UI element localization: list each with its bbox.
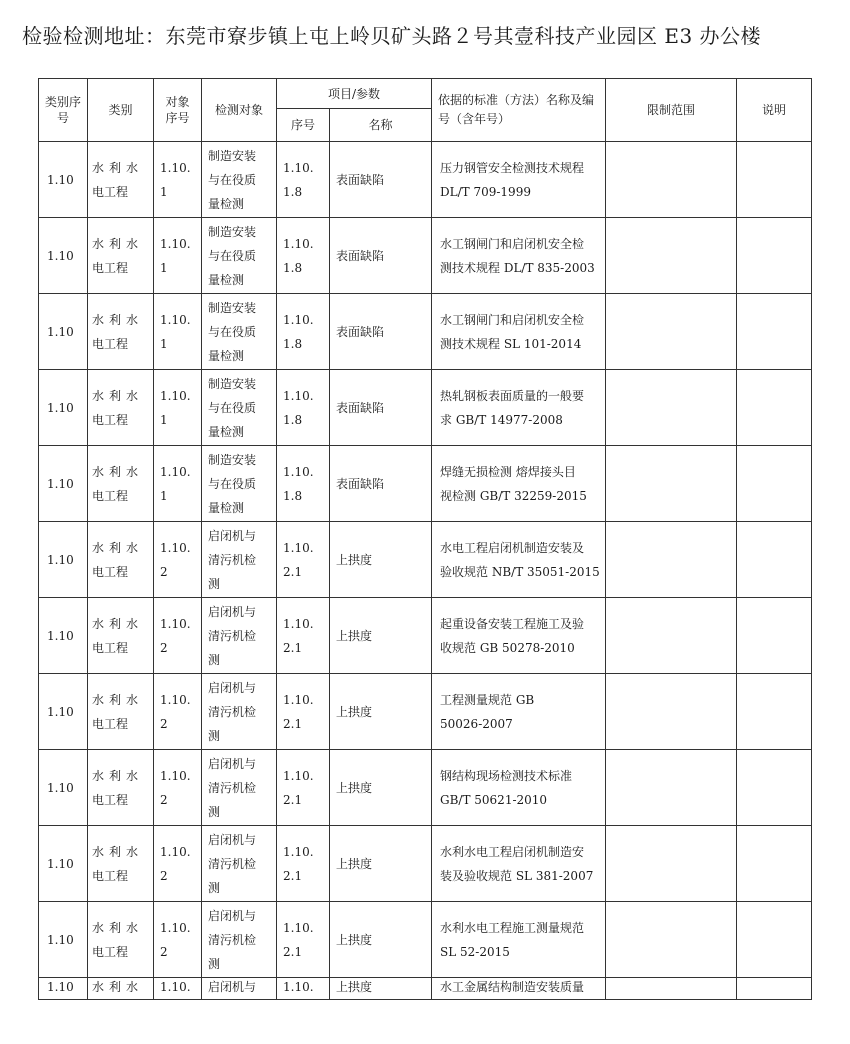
object-line-3: 量检测 (208, 348, 245, 363)
obj-no-line-2: 1 (160, 488, 168, 503)
cell-obj-no (154, 522, 202, 598)
cell-limit (606, 294, 737, 370)
cell-note (737, 218, 812, 294)
object-line-3: 量检测 (208, 424, 245, 439)
standard-line-1: 水利水电工程启闭机制造安 (440, 844, 585, 859)
cell-item-name (330, 750, 432, 826)
cell-cat-no (39, 294, 88, 370)
cat-no-text: 1.10 (47, 172, 74, 187)
header-note: 说明 (737, 79, 812, 142)
header-item-name: 名称 (330, 109, 432, 142)
item-name-text: 上拱度 (336, 856, 373, 871)
obj-no-line-1: 1.10. (160, 160, 191, 175)
type-line-2: 电工程 (92, 336, 129, 351)
cell-limit (606, 446, 737, 522)
cat-no-text: 1.10 (47, 780, 74, 795)
type-line-1: 水利水 (92, 160, 144, 175)
cell-item-name (330, 370, 432, 446)
cell-type (88, 750, 154, 826)
item-no-line-1: 1.10. (283, 768, 314, 783)
item-no-line-2: 1.8 (283, 260, 303, 275)
cell-object (202, 370, 277, 446)
item-name-text: 表面缺陷 (336, 248, 385, 263)
cell-type (88, 294, 154, 370)
cell-object (202, 978, 277, 1000)
obj-no-line-2: 2 (160, 564, 168, 579)
cell-obj-no (154, 370, 202, 446)
item-name-text: 上拱度 (336, 704, 373, 719)
cell-note (737, 370, 812, 446)
obj-no-line-2: 2 (160, 640, 168, 655)
cell-item-no (277, 522, 330, 598)
cat-no-text: 1.10 (47, 400, 74, 415)
cell-type (88, 446, 154, 522)
cell-item-name (330, 218, 432, 294)
standard-line-2: 收规范 GB 50278-2010 (440, 640, 575, 655)
obj-no-line-2: 2 (160, 716, 168, 731)
item-name-text: 上拱度 (336, 628, 373, 643)
type-line-2: 电工程 (92, 412, 129, 427)
type-line-2: 电工程 (92, 792, 129, 807)
type-line-2: 电工程 (92, 640, 129, 655)
item-no-line-1: 1.10. (283, 388, 314, 403)
cell-type (88, 142, 154, 218)
item-no-line-1: 1.10. (283, 692, 314, 707)
cell-cat-no (39, 674, 88, 750)
cell-item-name (330, 902, 432, 978)
cat-no-text: 1.10 (47, 552, 74, 567)
cell-note (737, 750, 812, 826)
page-title: 检验检测地址：东莞市寮步镇上屯上岭贝矿头路２号其壹科技产业园区 E3 办公楼 (22, 24, 762, 48)
cell-cat-no (39, 750, 88, 826)
cell-type (88, 826, 154, 902)
type-line-1: 水利水 (92, 312, 144, 327)
cell-object (202, 750, 277, 826)
cell-cat-no (39, 142, 88, 218)
item-no-line-1: 1.10. (283, 540, 314, 555)
cell-item-name (330, 978, 432, 1000)
cell-limit (606, 598, 737, 674)
cell-type (88, 598, 154, 674)
object-line-1: 启闭机与 (208, 980, 257, 994)
type-line-1: 水利水 (92, 236, 144, 251)
cell-standard (432, 142, 606, 218)
cell-standard (432, 902, 606, 978)
cell-item-name (330, 522, 432, 598)
item-no-line-1: 1.10. (283, 980, 314, 994)
cell-cat-no (39, 370, 88, 446)
cat-no-text: 1.10 (47, 856, 74, 871)
obj-no-line-2: 1 (160, 260, 168, 275)
object-line-3: 测 (208, 880, 221, 895)
cell-obj-no (154, 294, 202, 370)
cell-cat-no (39, 826, 88, 902)
cell-limit (606, 522, 737, 598)
cell-type (88, 370, 154, 446)
standard-line-2: 求 GB/T 14977-2008 (440, 412, 563, 427)
cell-type (88, 218, 154, 294)
cell-note (737, 826, 812, 902)
object-line-2: 清污机检 (208, 856, 257, 871)
cell-item-no (277, 446, 330, 522)
cell-object (202, 294, 277, 370)
type-line-1: 水利水 (92, 980, 144, 994)
cell-object (202, 218, 277, 294)
cell-item-no (277, 902, 330, 978)
object-line-1: 启闭机与 (208, 680, 257, 695)
item-name-text: 表面缺陷 (336, 400, 385, 415)
cell-item-no (277, 750, 330, 826)
standard-line-2: SL 52-2015 (440, 944, 510, 959)
item-no-line-1: 1.10. (283, 616, 314, 631)
cell-standard (432, 826, 606, 902)
obj-no-line-1: 1.10. (160, 236, 191, 251)
cell-limit (606, 674, 737, 750)
object-line-1: 制造安装 (208, 376, 257, 391)
type-line-2: 电工程 (92, 868, 129, 883)
object-line-1: 制造安装 (208, 300, 257, 315)
cell-standard (432, 750, 606, 826)
item-name-text: 上拱度 (336, 552, 373, 567)
cell-standard (432, 294, 606, 370)
table-row (39, 370, 812, 446)
item-no-line-2: 1.8 (283, 184, 303, 199)
type-line-1: 水利水 (92, 540, 144, 555)
cell-type (88, 978, 154, 1000)
object-line-1: 制造安装 (208, 452, 257, 467)
type-line-1: 水利水 (92, 692, 144, 707)
standard-line-1: 水工钢闸门和启闭机安全检 (440, 312, 585, 327)
standard-line-1: 压力钢管安全检测技术规程 (440, 160, 585, 175)
cell-object (202, 902, 277, 978)
obj-no-line-2: 1 (160, 336, 168, 351)
object-line-3: 测 (208, 652, 221, 667)
cell-standard (432, 674, 606, 750)
obj-no-line-2: 2 (160, 868, 168, 883)
cell-limit (606, 902, 737, 978)
item-no-line-1: 1.10. (283, 464, 314, 479)
obj-no-line-1: 1.10. (160, 312, 191, 327)
obj-no-line-1: 1.10. (160, 980, 191, 994)
cell-limit (606, 978, 737, 1000)
cell-cat-no (39, 902, 88, 978)
cell-obj-no (154, 902, 202, 978)
table-row (39, 750, 812, 826)
object-line-3: 测 (208, 956, 221, 971)
item-name-text: 表面缺陷 (336, 324, 385, 339)
object-line-3: 测 (208, 728, 221, 743)
item-no-line-1: 1.10. (283, 920, 314, 935)
cell-item-name (330, 142, 432, 218)
cell-item-no (277, 294, 330, 370)
table-row-partial (39, 978, 812, 1000)
cell-limit (606, 826, 737, 902)
item-name-text: 表面缺陷 (336, 476, 385, 491)
cell-note (737, 978, 812, 1000)
cell-note (737, 294, 812, 370)
header-standard: 依据的标准（方法）名称及编号（含年号） (432, 79, 606, 142)
obj-no-line-2: 1 (160, 184, 168, 199)
object-line-3: 测 (208, 804, 221, 819)
cell-type (88, 902, 154, 978)
cell-note (737, 902, 812, 978)
type-line-1: 水利水 (92, 920, 144, 935)
header-obj-no: 对象序号 (154, 79, 202, 142)
item-no-line-2: 2.1 (283, 868, 303, 883)
cell-standard (432, 218, 606, 294)
cell-object (202, 142, 277, 218)
cell-item-no (277, 674, 330, 750)
object-line-2: 与在役质 (208, 400, 257, 415)
item-no-line-2: 1.8 (283, 488, 303, 503)
obj-no-line-1: 1.10. (160, 464, 191, 479)
type-line-1: 水利水 (92, 388, 144, 403)
object-line-1: 启闭机与 (208, 908, 257, 923)
cell-object (202, 674, 277, 750)
type-line-2: 电工程 (92, 944, 129, 959)
cell-item-no (277, 598, 330, 674)
object-line-1: 制造安装 (208, 224, 257, 239)
standard-line-2: 视检测 GB/T 32259-2015 (440, 488, 587, 503)
table-row (39, 826, 812, 902)
standard-line-1: 钢结构现场检测技术标准 (440, 768, 573, 783)
standard-line-1: 水利水电工程施工测量规范 (440, 920, 585, 935)
standard-line-2: GB/T 50621-2010 (440, 792, 548, 807)
table-row (39, 674, 812, 750)
cell-note (737, 522, 812, 598)
header-item-group: 项目/参数 (277, 79, 432, 109)
cell-cat-no (39, 522, 88, 598)
object-line-3: 测 (208, 576, 221, 591)
cat-no-text: 1.10 (47, 248, 74, 263)
cat-no-text: 1.10 (47, 980, 74, 994)
object-line-2: 清污机检 (208, 552, 257, 567)
cell-obj-no (154, 446, 202, 522)
obj-no-line-1: 1.10. (160, 692, 191, 707)
cell-object (202, 826, 277, 902)
type-line-2: 电工程 (92, 564, 129, 579)
cell-standard (432, 446, 606, 522)
table-row (39, 598, 812, 674)
table-row (39, 142, 812, 218)
object-line-2: 与在役质 (208, 476, 257, 491)
standard-line-1: 起重设备安装工程施工及验 (440, 616, 585, 631)
object-line-1: 制造安装 (208, 148, 257, 163)
standard-line-2: 测技术规程 SL 101-2014 (440, 336, 582, 351)
standard-line-1: 热轧钢板表面质量的一般要 (440, 388, 585, 403)
cat-no-text: 1.10 (47, 932, 74, 947)
cell-object (202, 522, 277, 598)
item-no-line-1: 1.10. (283, 160, 314, 175)
item-no-line-2: 1.8 (283, 412, 303, 427)
cell-item-name (330, 446, 432, 522)
cell-item-no (277, 826, 330, 902)
cell-obj-no (154, 826, 202, 902)
cell-obj-no (154, 142, 202, 218)
cell-item-no (277, 370, 330, 446)
standard-line-2: 测技术规程 DL/T 835-2003 (440, 260, 595, 275)
table-row (39, 218, 812, 294)
type-line-2: 电工程 (92, 488, 129, 503)
cell-obj-no (154, 598, 202, 674)
obj-no-line-1: 1.10. (160, 616, 191, 631)
cell-item-no (277, 978, 330, 1000)
standard-line-2: 验收规范 NB/T 35051-2015 (440, 564, 600, 579)
cell-type (88, 674, 154, 750)
cell-note (737, 674, 812, 750)
cat-no-text: 1.10 (47, 476, 74, 491)
item-no-line-1: 1.10. (283, 844, 314, 859)
cell-note (737, 142, 812, 218)
cell-limit (606, 370, 737, 446)
item-name-text: 表面缺陷 (336, 172, 385, 187)
header-object: 检测对象 (202, 79, 277, 142)
cell-note (737, 446, 812, 522)
cell-item-name (330, 294, 432, 370)
object-line-2: 清污机检 (208, 932, 257, 947)
obj-no-line-1: 1.10. (160, 920, 191, 935)
cell-limit (606, 750, 737, 826)
table-row (39, 902, 812, 978)
object-line-3: 量检测 (208, 272, 245, 287)
type-line-2: 电工程 (92, 260, 129, 275)
obj-no-line-1: 1.10. (160, 768, 191, 783)
header-limit: 限制范围 (606, 79, 737, 142)
cell-obj-no (154, 978, 202, 1000)
cell-limit (606, 142, 737, 218)
cell-cat-no (39, 598, 88, 674)
header-cat-no: 类别序号 (39, 79, 88, 142)
object-line-2: 与在役质 (208, 172, 257, 187)
standard-line-2: 装及验收规范 SL 381-2007 (440, 868, 594, 883)
cat-no-text: 1.10 (47, 324, 74, 339)
item-name-text: 上拱度 (336, 780, 373, 795)
item-no-line-2: 2.1 (283, 716, 303, 731)
standard-line-1: 水工金属结构制造安装质量 (440, 980, 585, 994)
cell-object (202, 598, 277, 674)
object-line-2: 清污机检 (208, 780, 257, 795)
cell-standard (432, 370, 606, 446)
cell-standard (432, 598, 606, 674)
item-no-line-2: 1.8 (283, 336, 303, 351)
header-type: 类别 (88, 79, 154, 142)
type-line-1: 水利水 (92, 616, 144, 631)
object-line-1: 启闭机与 (208, 528, 257, 543)
cell-standard (432, 522, 606, 598)
object-line-1: 启闭机与 (208, 756, 257, 771)
obj-no-line-2: 2 (160, 944, 168, 959)
item-no-line-2: 2.1 (283, 792, 303, 807)
cell-cat-no (39, 446, 88, 522)
object-line-2: 与在役质 (208, 248, 257, 263)
object-line-1: 启闭机与 (208, 604, 257, 619)
type-line-2: 电工程 (92, 716, 129, 731)
item-no-line-2: 2.1 (283, 944, 303, 959)
type-line-1: 水利水 (92, 844, 144, 859)
type-line-1: 水利水 (92, 768, 144, 783)
type-line-1: 水利水 (92, 464, 144, 479)
cell-obj-no (154, 218, 202, 294)
standard-line-1: 工程测量规范 GB (440, 692, 535, 707)
cell-item-no (277, 142, 330, 218)
item-name-text: 上拱度 (336, 980, 373, 994)
obj-no-line-1: 1.10. (160, 388, 191, 403)
cell-item-name (330, 826, 432, 902)
header-item-no: 序号 (277, 109, 330, 142)
cell-note (737, 598, 812, 674)
standard-line-1: 水工钢闸门和启闭机安全检 (440, 236, 585, 251)
item-no-line-1: 1.10. (283, 312, 314, 327)
object-line-1: 启闭机与 (208, 832, 257, 847)
item-no-line-2: 2.1 (283, 640, 303, 655)
cell-obj-no (154, 750, 202, 826)
cell-type (88, 522, 154, 598)
object-line-2: 清污机检 (208, 704, 257, 719)
cat-no-text: 1.10 (47, 628, 74, 643)
object-line-2: 清污机检 (208, 628, 257, 643)
cat-no-text: 1.10 (47, 704, 74, 719)
standard-line-2: 50026-2007 (440, 716, 513, 731)
table-row (39, 446, 812, 522)
item-no-line-1: 1.10. (283, 236, 314, 251)
item-name-text: 上拱度 (336, 932, 373, 947)
standard-line-2: DL/T 709-1999 (440, 184, 531, 199)
obj-no-line-2: 2 (160, 792, 168, 807)
object-line-2: 与在役质 (208, 324, 257, 339)
object-line-3: 量检测 (208, 196, 245, 211)
cell-limit (606, 218, 737, 294)
cell-item-name (330, 674, 432, 750)
type-line-2: 电工程 (92, 184, 129, 199)
cell-cat-no (39, 218, 88, 294)
table-row (39, 522, 812, 598)
cell-item-name (330, 598, 432, 674)
cell-obj-no (154, 674, 202, 750)
cell-standard (432, 978, 606, 1000)
standard-line-1: 水电工程启闭机制造安装及 (440, 540, 585, 555)
item-no-line-2: 2.1 (283, 564, 303, 579)
obj-no-line-1: 1.10. (160, 844, 191, 859)
obj-no-line-1: 1.10. (160, 540, 191, 555)
object-line-3: 量检测 (208, 500, 245, 515)
table-row (39, 294, 812, 370)
cell-item-no (277, 218, 330, 294)
standard-line-1: 焊缝无损检测 熔焊接头目 (440, 464, 576, 479)
obj-no-line-2: 1 (160, 412, 168, 427)
cell-cat-no (39, 978, 88, 1000)
qualification-table (38, 78, 812, 1000)
cell-object (202, 446, 277, 522)
